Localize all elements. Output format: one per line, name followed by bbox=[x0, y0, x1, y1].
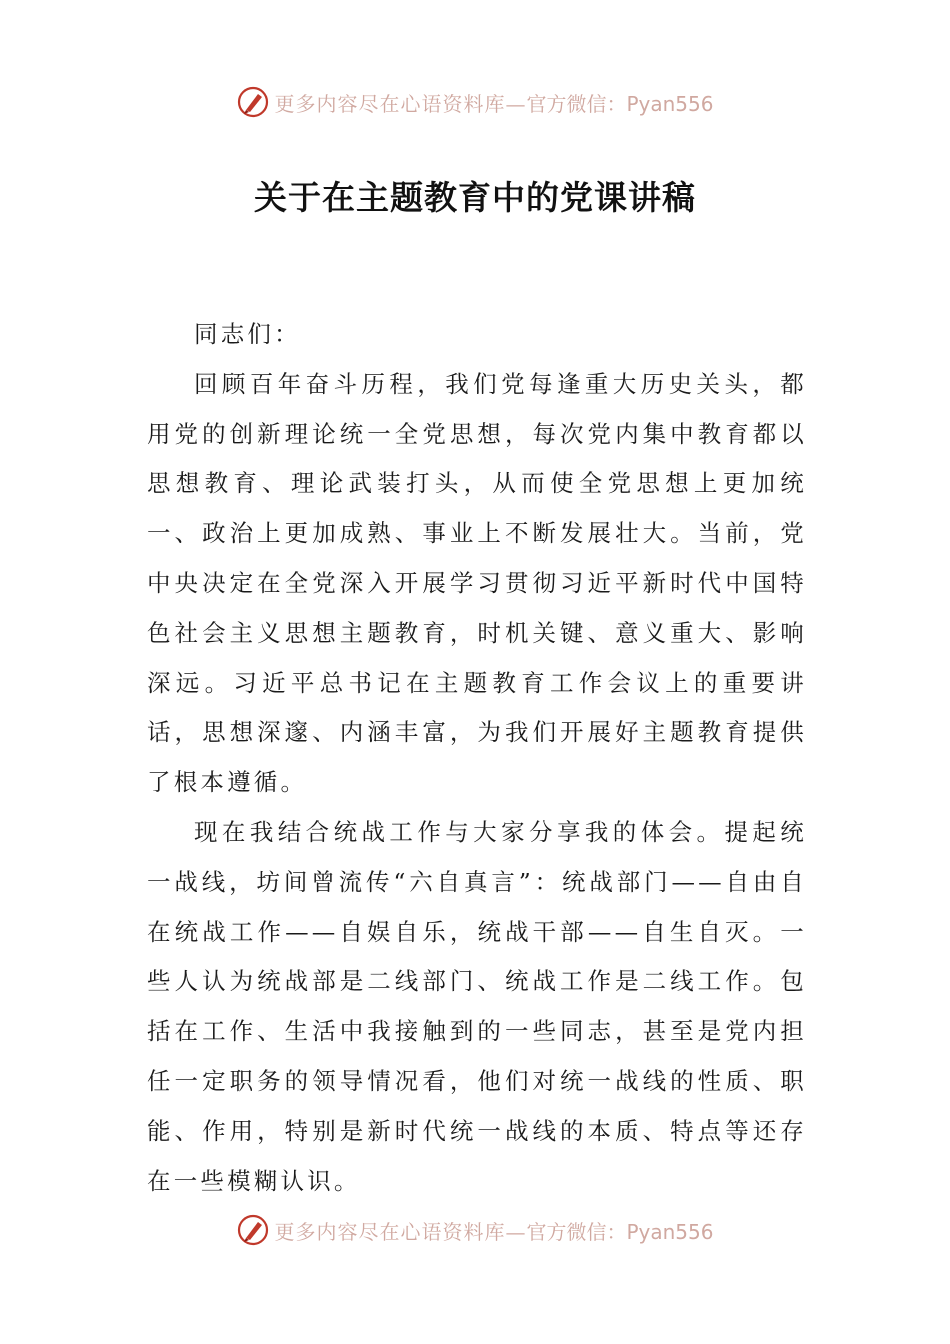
watermark-wechat: 官方微信：Pyan556 bbox=[526, 91, 714, 116]
footer-watermark bbox=[0, 1208, 950, 1252]
document-title: 关于在主题教育中的党课讲稿 bbox=[254, 178, 696, 217]
watermark-wechat: 官方微信：Pyan556 bbox=[526, 1219, 714, 1244]
pen-logo-icon bbox=[236, 85, 270, 119]
paragraph-2: 现在我结合统战工作与大家分享我的体会。提起统一战线，坊间曾流传“六自真言”：统战部门——自由自在统战工作——自娱自乐，统战干部——自生自灭。一些人认为统战部是二线部门、统战工作是二线工作。包括在工作、生活中我接触到的一些同志，甚至是党内担任一定职务的领导情况看，他们对统一战线的性质、职能、作用，特别是新时代统一战线的本质、特点等还存在一些模糊认识。 bbox=[147, 817, 807, 1195]
paragraph-1: 回顾百年奋斗历程，我们党每逢重大历史关头，都用党的创新理论统一全党思想，每次党内集中教育都以思想教育、理论武装打头，从而使全党思想上更加统一、政治上更加成熟、事业上不断发展壮大。当前，党中央决定在全党深入开展学习贯彻习近平新时代中国特色社会主义思想主题教育，时机关键、意义重大、影响深远。习近平总书记在主题教育工作会议上的重要讲话，思想深邃、内涵丰富，为我们开展好主题教育提供了根本遵循。 bbox=[147, 369, 807, 797]
pen-logo-icon bbox=[236, 1213, 270, 1247]
watermark-text: 更多内容尽在心语资料库— bbox=[274, 91, 527, 116]
watermark-text: 更多内容尽在心语资料库— bbox=[274, 1219, 527, 1244]
greeting: 同志们： bbox=[194, 320, 301, 348]
header-watermark bbox=[0, 80, 950, 124]
document-body bbox=[147, 310, 807, 1206]
